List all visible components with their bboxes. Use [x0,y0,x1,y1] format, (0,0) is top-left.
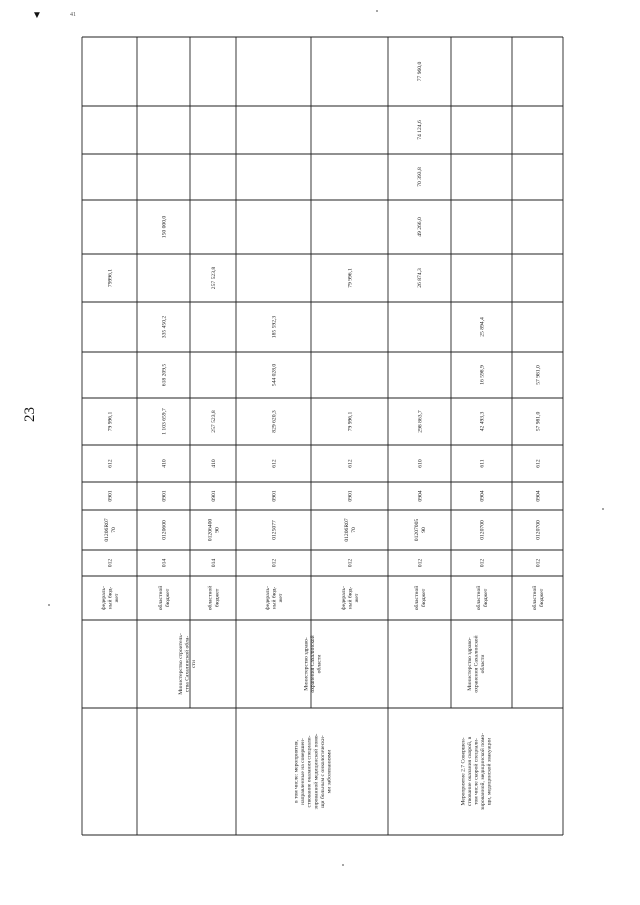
cell-vr-line: 612 [347,459,354,468]
summary-y2018 [417,167,423,187]
row-label-line: направленные на совершен- [300,738,307,805]
cell-vr-line: 410 [211,459,217,468]
cell-grbs-line: 012 [535,558,542,568]
cell-y2014-line: 16 598,9 [479,365,486,385]
cell-source-line: ный бюд- [107,586,114,610]
responsible-agency-line: сти [191,660,198,668]
cell-total [211,410,217,433]
cell-vr [162,459,168,468]
cell-grbs-line: 012 [479,558,486,568]
row-label [294,733,333,809]
cell-vr-line: 610 [417,459,424,468]
row-label-line: зированной, медицинской помо- [480,732,487,811]
cell-source-line: бюджет [538,588,545,608]
cell-y2014-line: 618 209,5 [161,363,168,387]
corner-mark: ▼ [32,10,42,21]
cell-source-line: бюджет [214,588,221,608]
cell-total [536,412,542,432]
responsible-agency-line: охранения Сахалинской [310,635,316,693]
cell-total [480,412,486,432]
cell-source-line: областной [476,585,483,611]
cell-source-line: бюджет [482,588,489,608]
cell-section-line: 0904 [479,490,486,502]
cell-y2014 [162,364,168,387]
cell-rzpr-code-line: 01207005 [414,518,421,542]
responsible-agency-line: Министерство здраво- [466,637,473,691]
row-label-line: ствование оказания скорой, в [466,736,473,807]
row-label [460,733,492,810]
summary-y2016 [417,268,423,288]
cell-section-line: 0904 [417,490,424,502]
cell-rzpr-code [480,520,486,540]
cell-source-line: ный бюд- [347,586,354,610]
cell-source-line: жет [114,593,121,603]
responsible-agency-line: Министерство здраво- [303,637,310,691]
cell-y2015 [272,316,278,339]
summary-y2019-line: 74 124,6 [417,120,423,140]
cell-source-line: федераль- [340,586,347,610]
cell-vr-line: 612 [107,459,114,468]
cell-source [531,586,545,611]
cell-total-line: 79 996,1 [107,411,114,432]
cell-grbs-line: 014 [211,558,217,568]
cell-total-line: 42 493,3 [479,411,486,432]
summary-y2020 [417,62,423,82]
cell-section [108,490,114,501]
cell-section-line: 0901 [211,490,217,502]
cell-rzpr-code [104,518,117,542]
responsible-agency-line: области [480,654,487,674]
corner-number: 41 [70,12,76,18]
cell-source-line: областной [532,585,539,611]
cell-grbs [480,559,486,568]
cell-vr-line: 410 [161,459,168,468]
cell-source-line: федераль- [100,586,107,610]
cell-section [211,490,217,501]
row-label-line: в том числе: мероприятия, [293,740,300,803]
responsible-agency-line: ства Сахалинской обла- [184,635,191,693]
cell-vr [272,459,278,468]
cell-y2014-line: 544 028,0 [271,363,278,387]
responsible-agency-line: области [316,654,323,674]
summary-y2017-line: 49 266,0 [417,217,423,237]
summary-y2019 [417,120,423,140]
row-label-line: зированной медицинской помо- [313,733,320,810]
cell-total-line: 829 620,3 [271,410,278,433]
cell-grbs [348,559,354,568]
cell-rzpr-code [272,520,278,540]
cell-grbs [272,559,278,568]
cell-section [348,490,354,501]
cell-grbs-line: 012 [271,558,278,568]
cell-rzpr-code-line: 0125077 [271,520,278,540]
cell-y2015-line: 335 450,2 [161,315,168,339]
cell-source-line: бюджет [420,588,427,608]
summary-y2018-line: 70 393,8 [417,167,423,187]
cell-grbs-line: 012 [107,558,114,568]
summary-y2016-line: 26 874,3 [417,268,423,288]
cell-total [348,412,354,432]
cell-rzpr-code [162,520,168,540]
cell-section-line: 0901 [107,490,114,502]
responsible-agency [178,633,197,695]
cell-rzpr-code [414,519,427,542]
responsible-agency-line: охранения Сахалинской [473,635,480,693]
cell-grbs-line: 012 [417,558,424,568]
summary-y2020-line: 77 960,0 [417,61,423,82]
cell-grbs-line: 012 [347,558,354,568]
cell-grbs-line: 014 [161,558,168,568]
cell-section [162,490,168,501]
cell-section-line: 0904 [535,490,542,502]
cell-grbs [211,559,217,568]
cell-source-line: областной [158,585,165,611]
cell-section [272,490,278,501]
cell-grbs [108,559,114,568]
row-label-line: том числе скорой специали- [473,738,480,805]
cell-vr-line: 612 [535,459,542,468]
row-label-line: Мероприятие 2.7 Совершен- [460,737,467,806]
cell-source [264,586,284,610]
cell-y2014 [480,365,486,385]
cell-vr-line: 611 [479,459,486,468]
cell-section [536,490,542,501]
cell-source [207,586,221,611]
row-label-line: щи больным с онкологически- [319,735,326,808]
cell-y2015 [480,317,486,337]
row-label-line: ствование оказания специали- [306,735,313,808]
cell-source-line: федераль- [264,586,271,610]
cell-source [475,586,489,611]
responsible-agency [467,635,486,692]
responsible-agency-line: Министерство строитель- [177,633,184,695]
cell-rzpr-code-line: 0120700 [535,520,542,540]
cell-source-line: областной [414,585,421,611]
cell-source-line: областной [207,585,214,611]
cell-total [418,410,424,433]
cell-vr [418,459,424,468]
cell-y2014 [536,365,542,385]
cell-rzpr-code-line: 70 [110,527,117,533]
cell-total-line: 1 103 659,7 [161,408,168,435]
cell-source-line: бюджет [164,588,171,608]
cell-rzpr-code-line: 0120700 [479,520,486,540]
cell-y2016 [211,267,217,290]
cell-source-line: жет [354,593,361,603]
cell-y2016 [348,268,354,288]
cell-total [162,408,168,435]
cell-total-line: 79 996,1 [347,411,354,432]
cell-section [418,490,424,501]
cell-y2015 [162,316,168,339]
responsible-agency [303,635,322,692]
cell-rzpr-code-line: 01206400 [207,518,214,542]
cell-y2016 [108,269,114,287]
cell-rzpr-code-line: 01206R07 [104,518,111,542]
cell-rzpr-code-line: 90 [214,527,221,533]
cell-y2017-line: 150 000,0 [161,215,168,239]
cell-grbs [536,559,542,568]
cell-y2017 [162,216,168,239]
cell-source [157,586,171,611]
cell-source [340,586,360,610]
cell-y2014 [272,364,278,387]
cell-section-line: 0901 [347,490,354,502]
cell-section-line: 0901 [161,490,168,502]
cell-source-line: ный бюд- [271,586,278,610]
cell-source-line: жет [278,593,285,603]
cell-y2016-line: 79996,1 [107,268,114,288]
cell-vr [211,459,217,468]
cell-vr [536,459,542,468]
cell-vr [108,459,114,468]
page-number: 23 [22,407,38,422]
cell-rzpr-code [536,520,542,540]
cell-vr [348,459,354,468]
cell-y2015-line: 25 894,4 [479,317,486,337]
cell-total-line: 257 523,8 [211,410,217,433]
cell-y2016-line: 79 996,1 [347,268,354,288]
cell-y2016-line: 257 523,8 [211,266,217,290]
cell-grbs [162,559,168,568]
cell-vr [480,459,486,467]
cell-vr-line: 612 [271,459,278,468]
cell-rzpr-code-line: 0120600 [161,520,168,540]
cell-y2014-line: 57 981,0 [535,365,542,385]
cell-rzpr-code-line: 90 [420,527,427,533]
cell-y2015-line: 185 592,3 [271,315,278,339]
cell-rzpr-code [208,519,221,542]
cell-source [413,586,427,611]
cell-rzpr-code-line: 70 [350,527,357,533]
cell-total-line: 298 863,7 [417,410,424,433]
cell-total [272,410,278,433]
cell-section [480,490,486,501]
row-label-line: ми заболеваниями [326,749,333,794]
row-label-line: щи, медицинской эвакуации [486,737,493,806]
cell-total [108,412,114,432]
cell-rzpr-code-line: 01206R07 [344,518,351,542]
cell-source [100,586,120,610]
cell-grbs [418,559,424,568]
cell-section-line: 0901 [271,490,278,502]
cell-rzpr-code [344,518,357,542]
cell-total-line: 57 981,0 [535,411,542,432]
summary-y2017 [417,217,423,237]
